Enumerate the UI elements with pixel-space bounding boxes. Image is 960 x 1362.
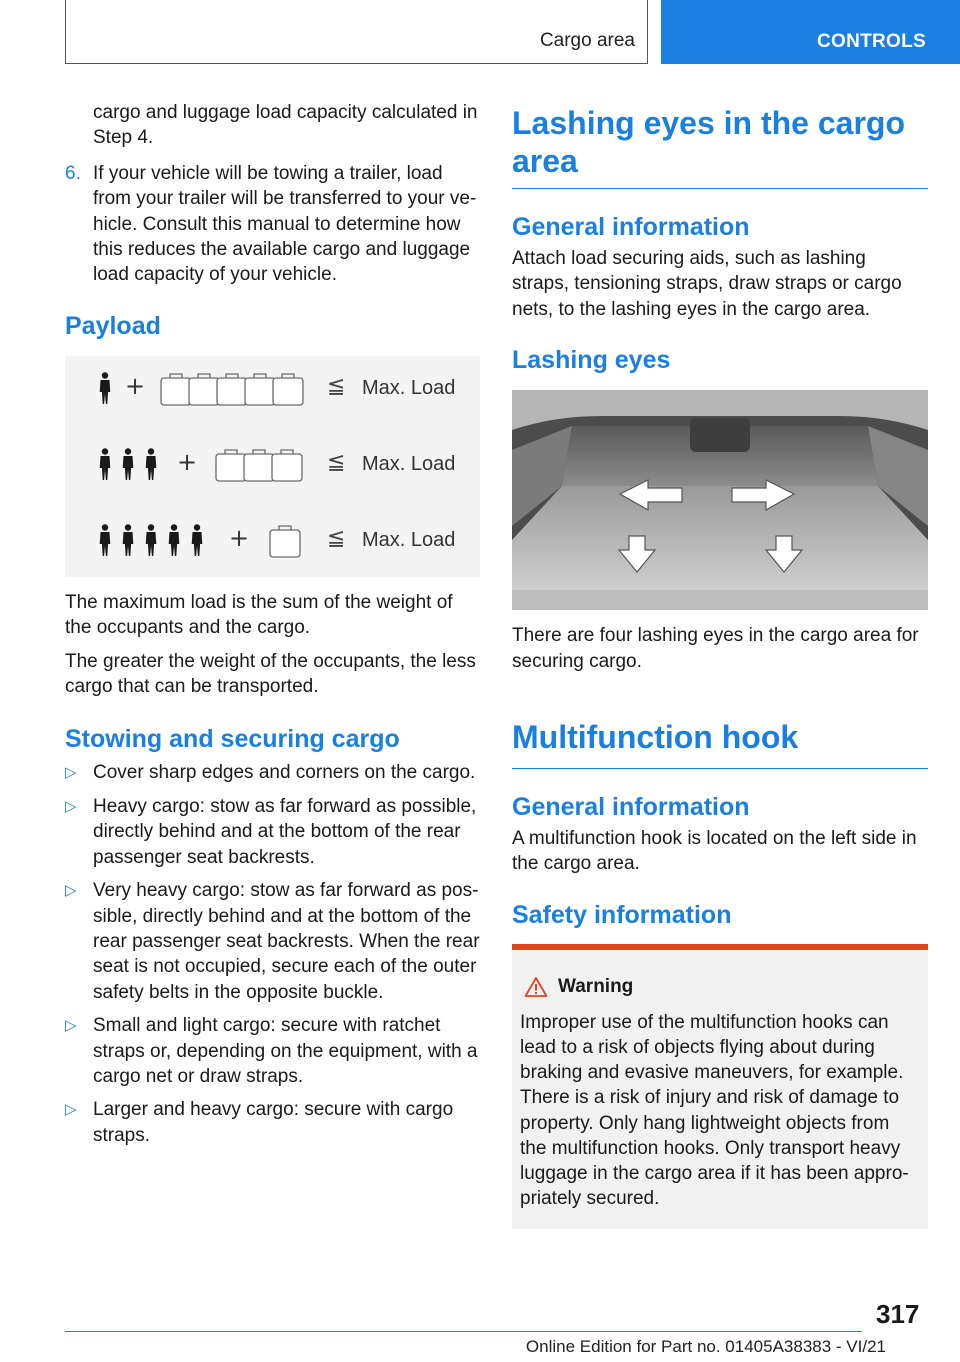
list-item-text: Very heavy cargo: stow as far forward as possible, directly behind and at the bottom of the rear passenger seat backrests. When the rear seat is not occupied, secure each of the outer safety belts in the opposite buckle. bbox=[93, 880, 480, 1003]
list-item-text: Larger and heavy cargo: secure with cargo straps. bbox=[93, 1099, 454, 1146]
list-item bbox=[65, 794, 480, 870]
warning-title: Warning bbox=[558, 975, 634, 997]
plus-icon: + bbox=[125, 371, 146, 400]
payload-row-3 bbox=[65, 522, 480, 582]
step-6-text: If your vehicle will be towing a trailer, load from your trailer will be transferred to your vehicle. Consult this manual to determine how this reduces the available cargo and luggage load capacity of your vehicle. bbox=[93, 162, 477, 286]
multifunction-hook-text: A multifunction hook is located on the left side in the cargo area. bbox=[512, 828, 917, 875]
chapter-title: CONTROLS bbox=[816, 31, 926, 52]
payload-figure bbox=[65, 356, 480, 577]
triangle-bullet-icon: ▷ bbox=[65, 882, 77, 900]
payload-heading: Payload bbox=[65, 311, 161, 340]
person-icon-group bbox=[99, 448, 163, 482]
section-divider bbox=[512, 768, 928, 769]
stowing-heading: Stowing and securing cargo bbox=[65, 725, 400, 754]
step-6-number: 6. bbox=[65, 162, 81, 184]
step-5-continued-text: cargo and luggage load capacity calculated in Step 4. bbox=[93, 102, 478, 149]
plus-icon: + bbox=[229, 523, 250, 552]
person-icon-group bbox=[99, 524, 211, 558]
less-equal-icon: ≦ bbox=[327, 525, 346, 551]
less-equal-icon: ≦ bbox=[327, 449, 346, 475]
person-icon bbox=[99, 372, 113, 406]
header-chapter-tab[interactable] bbox=[661, 0, 960, 64]
step-6 bbox=[65, 161, 480, 288]
warning-text: Improper use of the multifunction hooks can lead to a risk of objects flying about during braking and evasive maneuvers, for example. There is a risk of injury and risk of damage to property. Only hang lightweight objects from the multifunction hooks. Only transport heavy luggage in the cargo area if it has been appropriately secured. bbox=[520, 1011, 909, 1210]
general-information-text: Attach load securing aids, such as lashing straps, tensioning straps, draw straps or cargo nets, to the lashing eyes in the cargo area. bbox=[512, 248, 902, 320]
section-title: Cargo area bbox=[539, 30, 635, 51]
triangle-bullet-icon: ▷ bbox=[65, 1101, 77, 1119]
header-section-box bbox=[65, 0, 648, 64]
safety-information-heading: Safety information bbox=[512, 900, 732, 929]
max-load-label: Max. Load bbox=[362, 528, 456, 551]
max-load-label: Max. Load bbox=[362, 452, 456, 475]
payload-row-2 bbox=[65, 446, 480, 506]
cargo-area-photo bbox=[512, 390, 928, 610]
left-column bbox=[65, 100, 480, 1148]
plus-icon: + bbox=[177, 447, 198, 476]
list-item bbox=[65, 878, 480, 1005]
multifunction-hook-section-title: Multifunction hook bbox=[512, 719, 799, 756]
edition-info: Online Edition for Part no. 01405A38383 - VI/21 bbox=[525, 1337, 886, 1356]
list-item bbox=[65, 760, 480, 785]
warning-box bbox=[512, 944, 928, 1230]
list-item bbox=[65, 1013, 480, 1089]
less-equal-icon: ≦ bbox=[327, 373, 346, 399]
list-item-text: Cover sharp edges and corners on the cargo. bbox=[93, 762, 476, 784]
lashing-eyes-text: There are four lashing eyes in the cargo area for securing cargo. bbox=[512, 625, 919, 672]
payload-row-1 bbox=[65, 370, 480, 430]
warning-triangle-icon bbox=[524, 976, 548, 998]
luggage-icon bbox=[269, 524, 305, 560]
list-item bbox=[65, 1097, 480, 1148]
lashing-eyes-section-title: Lashing eyes in the cargo area bbox=[512, 105, 905, 179]
warning-header bbox=[520, 976, 920, 998]
luggage-icon-group bbox=[160, 372, 310, 408]
triangle-bullet-icon: ▷ bbox=[65, 797, 77, 815]
stowing-bullet-list bbox=[65, 760, 480, 1148]
footer-divider bbox=[65, 1331, 862, 1332]
step-continuation bbox=[65, 100, 480, 151]
luggage-icon-group bbox=[215, 448, 315, 484]
list-item-text: Heavy cargo: stow as far forward as possible, directly behind and at the bottom of the rear passenger seat backrests. bbox=[93, 795, 477, 868]
triangle-bullet-icon: ▷ bbox=[65, 1017, 77, 1035]
section-divider bbox=[512, 188, 928, 189]
right-column bbox=[512, 104, 928, 1229]
lashing-eyes-heading: Lashing eyes bbox=[512, 346, 671, 375]
max-load-label: Max. Load bbox=[362, 376, 456, 399]
payload-paragraph-1: The maximum load is the sum of the weight of the occupants and the cargo. bbox=[65, 591, 453, 639]
payload-paragraph-2: The greater the weight of the occupants, the less cargo that can be transported. bbox=[65, 650, 476, 698]
list-item-text: Small and light cargo: secure with ratchet straps or, depending on the equipment, with a cargo net or draw straps. bbox=[93, 1015, 478, 1087]
page-number: 317 bbox=[876, 1299, 920, 1329]
triangle-bullet-icon: ▷ bbox=[65, 764, 77, 782]
general-information-heading: General information bbox=[512, 793, 750, 822]
general-information-heading: General information bbox=[512, 213, 750, 241]
